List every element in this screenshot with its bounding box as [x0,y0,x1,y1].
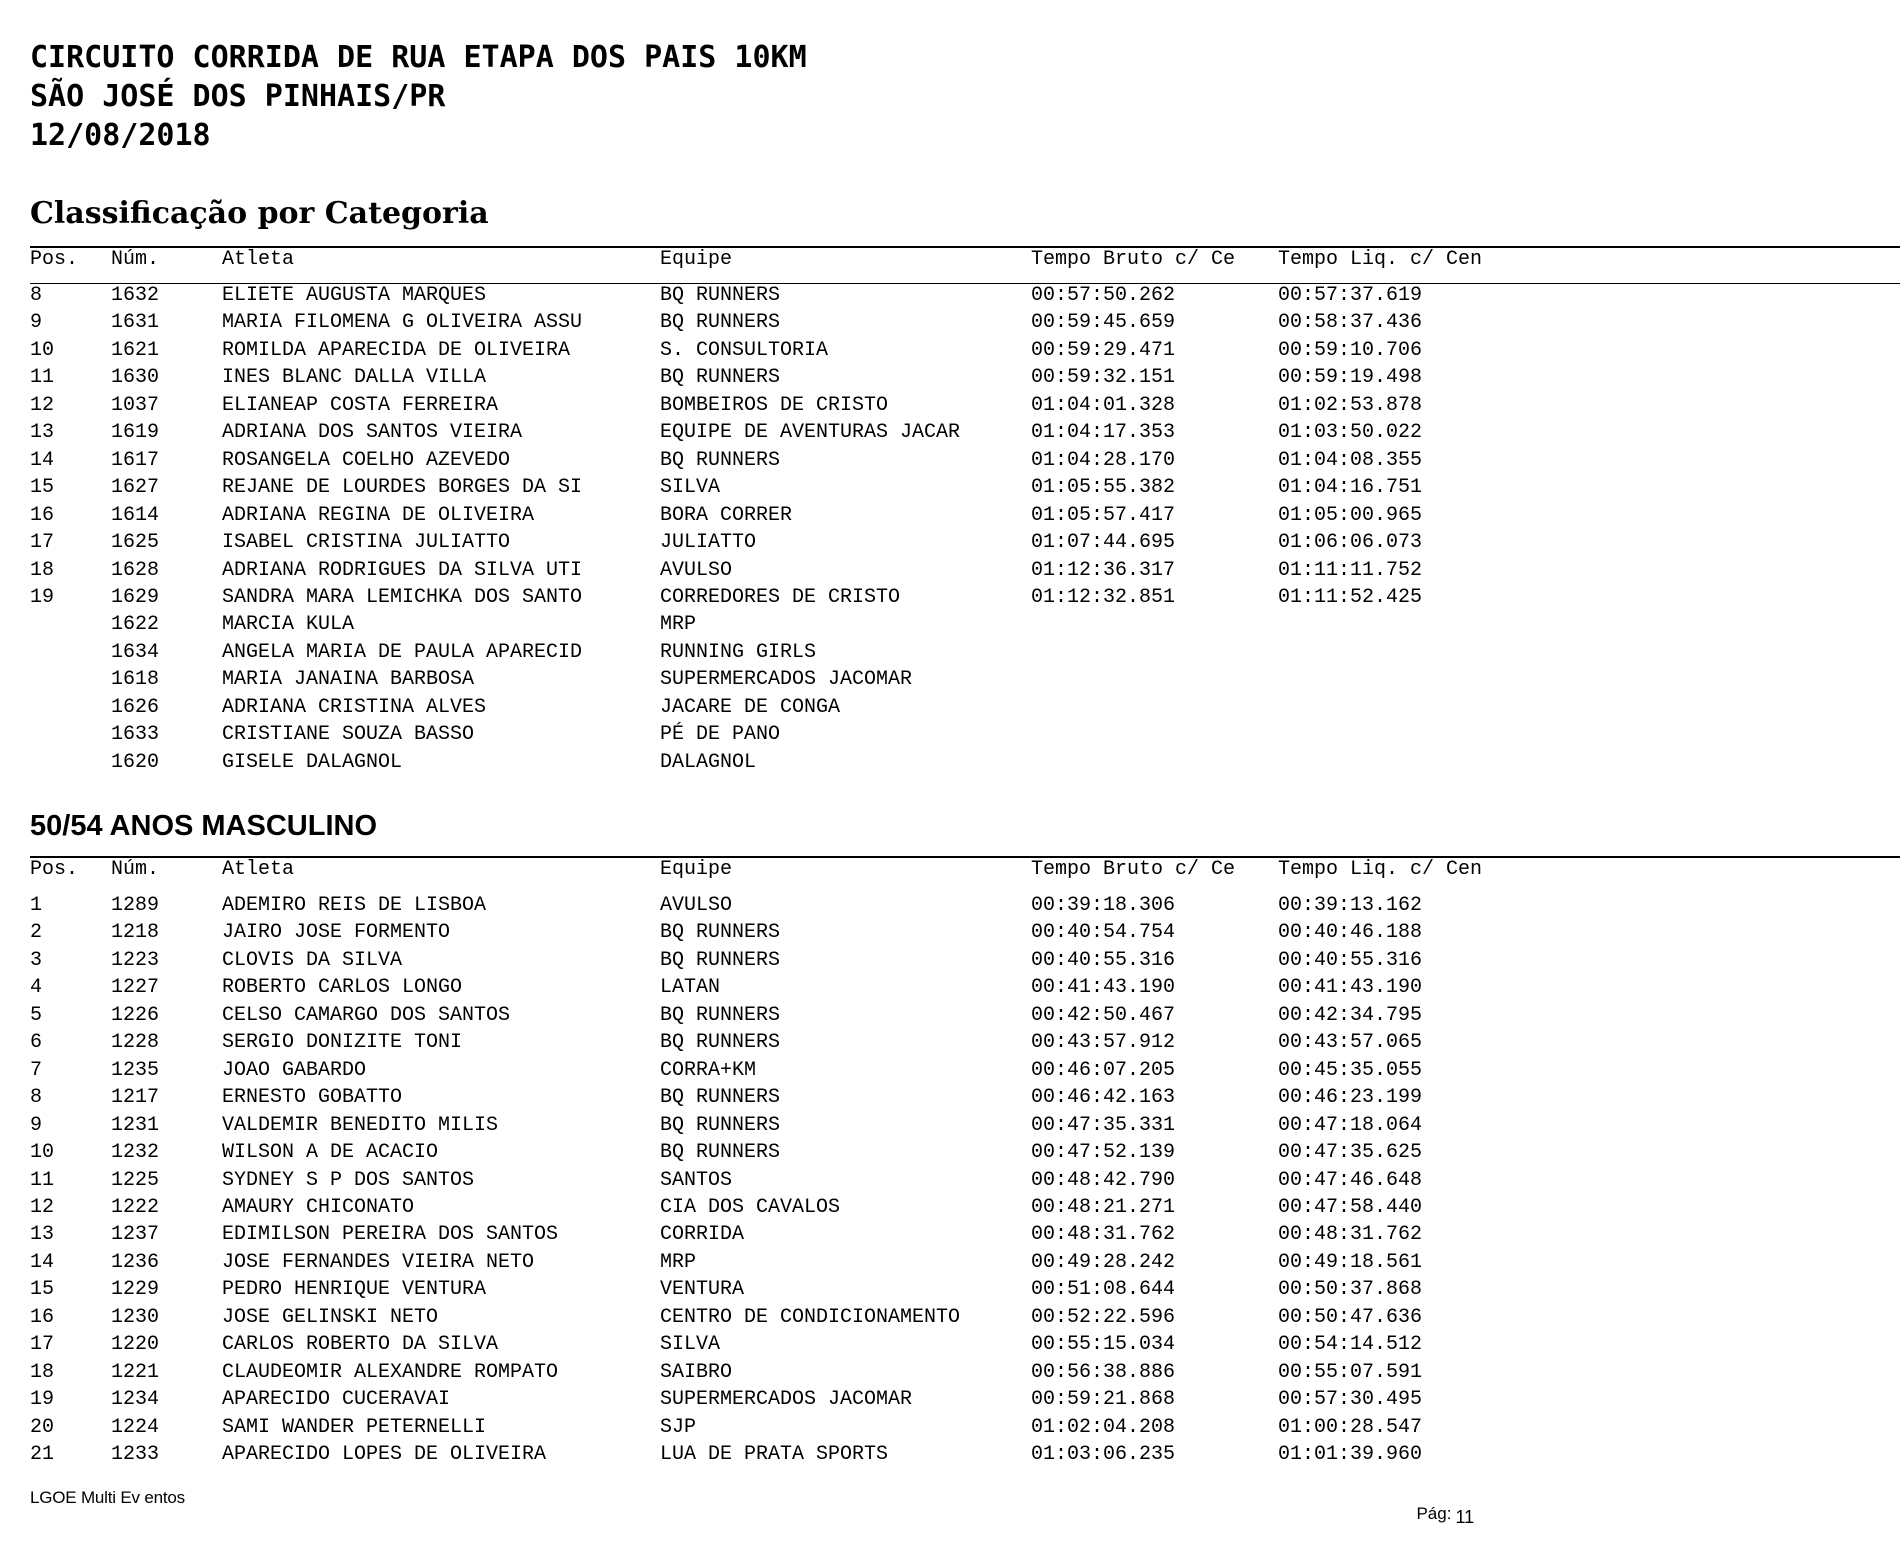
cell-atleta: AMAURY CHICONATO [222,1195,415,1219]
table-2-column-headers [0,856,1900,883]
cell-num: 1619 [111,421,160,445]
cell-equipe: BQ RUNNERS [660,1086,781,1110]
cell-atleta: ANGELA MARIA DE PAULA APARECID [222,640,583,664]
column-header-tempo-bruto: Tempo Bruto c/ Ce [1031,858,1236,881]
cell-equipe: CENTRO DE CONDICIONAMENTO [660,1305,961,1329]
column-header-num: Núm. [111,858,160,881]
cell-tempo-liq: 00:59:10.706 [1278,338,1423,362]
event-title: CIRCUITO CORRIDA DE RUA ETAPA DOS PAIS 10KM [30,40,807,75]
cell-num: 1226 [111,1003,160,1027]
cell-tempo-liq: 01:11:52.425 [1278,585,1423,609]
column-header-num: Núm. [111,248,160,271]
cell-atleta: CLOVIS DA SILVA [222,948,403,972]
cell-equipe: CORRIDA [660,1223,745,1247]
cell-pos: 10 [30,338,55,362]
table-row [0,1386,1900,1413]
cell-tempo-liq: 00:55:07.591 [1278,1360,1423,1384]
table-row [0,557,1900,584]
cell-tempo-bruto: 01:12:36.317 [1031,558,1176,582]
cell-tempo-liq: 01:01:39.960 [1278,1443,1423,1466]
cell-tempo-bruto: 00:52:22.596 [1031,1305,1176,1329]
cell-tempo-bruto: 00:51:08.644 [1031,1278,1176,1302]
cell-tempo-bruto: 00:55:15.034 [1031,1333,1176,1357]
cell-atleta: CELSO CAMARGO DOS SANTOS [222,1003,511,1027]
table-row [0,611,1900,638]
cell-pos: 3 [30,948,43,972]
cell-atleta: MARCIA KULA [222,613,355,637]
cell-tempo-liq: 00:45:35.055 [1278,1058,1423,1082]
cell-num: 1633 [111,723,160,747]
cell-num: 1631 [111,311,160,335]
cell-tempo-liq: 01:05:00.965 [1278,503,1423,527]
cell-pos: 17 [30,1333,55,1357]
cell-tempo-liq: 00:41:43.190 [1278,976,1423,1000]
table-row [0,1249,1900,1276]
footer-company: LGOE Multi Ev entos [30,1488,185,1507]
cell-atleta: GISELE DALAGNOL [222,750,403,774]
cell-tempo-bruto: 00:59:32.151 [1031,366,1176,390]
table-row [0,1002,1900,1029]
table-row [0,1112,1900,1139]
cell-num: 1627 [111,476,160,500]
page-label: Pág: [1416,1504,1452,1523]
cell-equipe: BQ RUNNERS [660,921,781,945]
cell-equipe: BQ RUNNERS [660,1003,781,1027]
cell-num: 1618 [111,668,160,692]
event-header [30,38,807,155]
cell-equipe: SANTOS [660,1168,733,1192]
cell-tempo-bruto: 01:05:55.382 [1031,476,1176,500]
cell-atleta: SANDRA MARA LEMICHKA DOS SANTO [222,585,583,609]
cell-tempo-bruto: 01:12:32.851 [1031,585,1176,609]
cell-equipe: AVULSO [660,894,733,917]
cell-equipe: MRP [660,1250,697,1274]
cell-pos: 19 [30,1388,55,1412]
table-row [0,584,1900,611]
cell-pos: 1 [30,894,43,917]
cell-equipe: LUA DE PRATA SPORTS [660,1443,889,1466]
cell-num: 1620 [111,750,160,774]
cell-num: 1217 [111,1086,160,1110]
cell-pos: 15 [30,1278,55,1302]
cell-equipe: S. CONSULTORIA [660,338,829,362]
table-row [0,364,1900,391]
table-row [0,282,1900,309]
cell-tempo-bruto: 00:48:42.790 [1031,1168,1176,1192]
cell-equipe: BQ RUNNERS [660,948,781,972]
table-row [0,529,1900,556]
cell-atleta: JOSE GELINSKI NETO [222,1305,439,1329]
cell-atleta: VALDEMIR BENEDITO MILIS [222,1113,499,1137]
column-header-atleta: Atleta [222,248,295,271]
column-header-equipe: Equipe [660,858,733,881]
column-header-tempo-bruto: Tempo Bruto c/ Ce [1031,248,1236,271]
table-row [0,1221,1900,1248]
category-title: 50/54 ANOS MASCULINO [30,810,377,842]
cell-tempo-bruto: 01:03:06.235 [1031,1443,1176,1466]
table-row [0,666,1900,693]
cell-num: 1630 [111,366,160,390]
cell-atleta: APARECIDO CUCERAVAI [222,1388,451,1412]
cell-num: 1223 [111,948,160,972]
cell-tempo-liq: 00:46:23.199 [1278,1086,1423,1110]
cell-atleta: SAMI WANDER PETERNELLI [222,1415,487,1439]
cell-atleta: ADEMIRO REIS DE LISBOA [222,894,487,917]
cell-tempo-bruto: 00:46:07.205 [1031,1058,1176,1082]
cell-tempo-bruto: 00:41:43.190 [1031,976,1176,1000]
cell-pos: 21 [30,1443,55,1466]
cell-pos: 13 [30,1223,55,1247]
cell-atleta: CARLOS ROBERTO DA SILVA [222,1333,499,1357]
cell-pos: 2 [30,921,43,945]
section-title: Classificação por Categoria [30,196,489,231]
table-row [0,1331,1900,1358]
cell-num: 1234 [111,1388,160,1412]
cell-atleta: JOSE FERNANDES VIEIRA NETO [222,1250,535,1274]
cell-tempo-bruto: 00:59:45.659 [1031,311,1176,335]
cell-tempo-bruto: 01:04:17.353 [1031,421,1176,445]
cell-tempo-liq: 00:40:46.188 [1278,921,1423,945]
cell-equipe: JULIATTO [660,531,757,555]
cell-pos: 11 [30,366,55,390]
cell-equipe: EQUIPE DE AVENTURAS JACAR [660,421,961,445]
footer-pagination [1407,1483,1475,1527]
table-row [0,892,1900,919]
cell-tempo-bruto: 00:59:21.868 [1031,1388,1176,1412]
cell-atleta: EDIMILSON PEREIRA DOS SANTOS [222,1223,559,1247]
table-row [0,1359,1900,1386]
cell-tempo-liq: 00:47:18.064 [1278,1113,1423,1137]
cell-equipe: MRP [660,613,697,637]
column-header-pos: Pos. [30,248,79,271]
cell-pos: 16 [30,503,55,527]
cell-num: 1232 [111,1141,160,1165]
cell-equipe: CIA DOS CAVALOS [660,1195,841,1219]
cell-equipe: RUNNING GIRLS [660,640,817,664]
cell-tempo-liq: 00:58:37.436 [1278,311,1423,335]
cell-tempo-bruto: 00:46:42.163 [1031,1086,1176,1110]
cell-atleta: CLAUDEOMIR ALEXANDRE ROMPATO [222,1360,559,1384]
table-row [0,1194,1900,1221]
cell-tempo-bruto: 00:40:54.754 [1031,921,1176,945]
event-date: 12/08/2018 [30,118,211,153]
cell-tempo-liq: 01:06:06.073 [1278,531,1423,555]
cell-tempo-liq: 00:57:30.495 [1278,1388,1423,1412]
cell-equipe: SILVA [660,1333,721,1357]
cell-tempo-liq: 00:40:55.316 [1278,948,1423,972]
cell-num: 1222 [111,1195,160,1219]
cell-num: 1233 [111,1443,160,1466]
table-row [0,1139,1900,1166]
table-row [0,419,1900,446]
cell-tempo-liq: 01:04:08.355 [1278,448,1423,472]
cell-tempo-liq: 00:42:34.795 [1278,1003,1423,1027]
cell-pos: 15 [30,476,55,500]
cell-num: 1626 [111,695,160,719]
cell-pos: 9 [30,311,43,335]
cell-pos: 8 [30,1086,43,1110]
cell-atleta: CRISTIANE SOUZA BASSO [222,723,475,747]
cell-num: 1235 [111,1058,160,1082]
table-row [0,392,1900,419]
cell-num: 1625 [111,531,160,555]
cell-tempo-bruto: 00:57:50.262 [1031,284,1176,307]
table-row [0,749,1900,776]
cell-equipe: PÉ DE PANO [660,723,781,747]
cell-atleta: SERGIO DONIZITE TONI [222,1031,463,1055]
cell-tempo-bruto: 01:04:28.170 [1031,448,1176,472]
column-header-tempo-liq: Tempo Liq. c/ Cen [1278,858,1483,881]
cell-tempo-bruto: 00:48:21.271 [1031,1195,1176,1219]
cell-equipe: SUPERMERCADOS JACOMAR [660,1388,913,1412]
cell-num: 1289 [111,894,160,917]
cell-tempo-liq: 00:50:47.636 [1278,1305,1423,1329]
cell-atleta: ROMILDA APARECIDA DE OLIVEIRA [222,338,571,362]
cell-atleta: ISABEL CRISTINA JULIATTO [222,531,511,555]
cell-equipe: BQ RUNNERS [660,1031,781,1055]
cell-num: 1224 [111,1415,160,1439]
cell-num: 1230 [111,1305,160,1329]
cell-pos: 16 [30,1305,55,1329]
cell-atleta: WILSON A DE ACACIO [222,1141,439,1165]
cell-atleta: ELIETE AUGUSTA MARQUES [222,284,487,307]
cell-num: 1228 [111,1031,160,1055]
cell-tempo-liq: 00:59:19.498 [1278,366,1423,390]
cell-num: 1225 [111,1168,160,1192]
cell-tempo-liq: 00:48:31.762 [1278,1223,1423,1247]
table-row [0,1029,1900,1056]
cell-tempo-bruto: 00:56:38.886 [1031,1360,1176,1384]
cell-tempo-liq: 00:47:46.648 [1278,1168,1423,1192]
table-row [0,502,1900,529]
cell-pos: 18 [30,558,55,582]
cell-pos: 18 [30,1360,55,1384]
cell-pos: 12 [30,1195,55,1219]
cell-tempo-liq: 00:49:18.561 [1278,1250,1423,1274]
cell-tempo-liq: 00:47:58.440 [1278,1195,1423,1219]
table-row [0,919,1900,946]
cell-tempo-bruto: 00:47:35.331 [1031,1113,1176,1137]
cell-pos: 13 [30,421,55,445]
cell-atleta: JOAO GABARDO [222,1058,367,1082]
cell-pos: 7 [30,1058,43,1082]
column-header-tempo-liq: Tempo Liq. c/ Cen [1278,248,1483,271]
table-row [0,974,1900,1001]
cell-equipe: BQ RUNNERS [660,448,781,472]
cell-tempo-liq: 01:04:16.751 [1278,476,1423,500]
cell-tempo-bruto: 00:48:31.762 [1031,1223,1176,1247]
cell-tempo-bruto: 01:07:44.695 [1031,531,1176,555]
cell-equipe: BQ RUNNERS [660,311,781,335]
cell-pos: 14 [30,1250,55,1274]
cell-tempo-liq: 00:47:35.625 [1278,1141,1423,1165]
cell-tempo-bruto: 00:39:18.306 [1031,894,1176,917]
table-row [0,1084,1900,1111]
cell-atleta: ADRIANA RODRIGUES DA SILVA UTI [222,558,583,582]
cell-atleta: ELIANEAP COSTA FERREIRA [222,393,499,417]
cell-num: 1037 [111,393,160,417]
cell-tempo-liq: 00:39:13.162 [1278,894,1423,917]
table-row [0,639,1900,666]
cell-atleta: INES BLANC DALLA VILLA [222,366,487,390]
cell-tempo-liq: 01:03:50.022 [1278,421,1423,445]
cell-equipe: SILVA [660,476,721,500]
cell-equipe: SJP [660,1415,697,1439]
cell-equipe: BQ RUNNERS [660,1113,781,1137]
table-row [0,337,1900,364]
cell-pos: 5 [30,1003,43,1027]
cell-equipe: BQ RUNNERS [660,1141,781,1165]
column-header-atleta: Atleta [222,858,295,881]
cell-num: 1622 [111,613,160,637]
table-row [0,474,1900,501]
table-row [0,1167,1900,1194]
cell-tempo-liq: 00:50:37.868 [1278,1278,1423,1302]
cell-num: 1614 [111,503,160,527]
cell-num: 1221 [111,1360,160,1384]
cell-atleta: PEDRO HENRIQUE VENTURA [222,1278,487,1302]
cell-tempo-bruto: 01:02:04.208 [1031,1415,1176,1439]
cell-num: 1634 [111,640,160,664]
cell-atleta: MARIA FILOMENA G OLIVEIRA ASSU [222,311,583,335]
cell-num: 1632 [111,284,160,307]
cell-equipe: DALAGNOL [660,750,757,774]
table-row [0,1057,1900,1084]
cell-pos: 20 [30,1415,55,1439]
cell-atleta: ADRIANA CRISTINA ALVES [222,695,487,719]
cell-atleta: ROSANGELA COELHO AZEVEDO [222,448,511,472]
cell-atleta: JAIRO JOSE FORMENTO [222,921,451,945]
cell-atleta: ADRIANA REGINA DE OLIVEIRA [222,503,535,527]
cell-tempo-bruto: 00:40:55.316 [1031,948,1176,972]
cell-atleta: ADRIANA DOS SANTOS VIEIRA [222,421,523,445]
cell-equipe: CORRA+KM [660,1058,757,1082]
cell-pos: 14 [30,448,55,472]
cell-tempo-bruto: 00:43:57.912 [1031,1031,1176,1055]
cell-num: 1227 [111,976,160,1000]
cell-tempo-bruto: 01:04:01.328 [1031,393,1176,417]
cell-atleta: ROBERTO CARLOS LONGO [222,976,463,1000]
table-row [0,1414,1900,1441]
table-row [0,721,1900,748]
cell-tempo-liq: 01:11:11.752 [1278,558,1423,582]
cell-atleta: MARIA JANAINA BARBOSA [222,668,475,692]
cell-atleta: REJANE DE LOURDES BORGES DA SI [222,476,583,500]
cell-num: 1629 [111,585,160,609]
cell-equipe: CORREDORES DE CRISTO [660,585,901,609]
cell-num: 1236 [111,1250,160,1274]
cell-tempo-liq: 00:43:57.065 [1278,1031,1423,1055]
table-row [0,947,1900,974]
table-row [0,694,1900,721]
cell-pos: 17 [30,531,55,555]
cell-tempo-bruto: 00:49:28.242 [1031,1250,1176,1274]
page-number: 11 [1455,1507,1475,1527]
cell-num: 1237 [111,1223,160,1247]
cell-equipe: JACARE DE CONGA [660,695,841,719]
cell-num: 1617 [111,448,160,472]
cell-num: 1621 [111,338,160,362]
cell-equipe: BOMBEIROS DE CRISTO [660,393,889,417]
cell-num: 1220 [111,1333,160,1357]
column-header-pos: Pos. [30,858,79,881]
cell-pos: 8 [30,284,43,307]
cell-num: 1231 [111,1113,160,1137]
cell-equipe: SAIBRO [660,1360,733,1384]
cell-equipe: BORA CORRER [660,503,793,527]
cell-tempo-bruto: 00:42:50.467 [1031,1003,1176,1027]
cell-equipe: AVULSO [660,558,733,582]
cell-pos: 19 [30,585,55,609]
table-row [0,1304,1900,1331]
cell-equipe: SUPERMERCADOS JACOMAR [660,668,913,692]
cell-pos: 4 [30,976,43,1000]
cell-tempo-bruto: 00:47:52.139 [1031,1141,1176,1165]
cell-atleta: SYDNEY S P DOS SANTOS [222,1168,475,1192]
cell-num: 1229 [111,1278,160,1302]
table-row [0,309,1900,336]
table-row [0,1276,1900,1303]
cell-tempo-bruto: 00:59:29.471 [1031,338,1176,362]
cell-pos: 12 [30,393,55,417]
table-1-column-headers [0,246,1900,273]
table-row [0,447,1900,474]
cell-equipe: LATAN [660,976,721,1000]
cell-equipe: VENTURA [660,1278,745,1302]
cell-pos: 9 [30,1113,43,1137]
cell-tempo-liq: 00:54:14.512 [1278,1333,1423,1357]
cell-tempo-bruto: 01:05:57.417 [1031,503,1176,527]
table-row [0,1441,1900,1468]
cell-num: 1218 [111,921,160,945]
cell-pos: 6 [30,1031,43,1055]
column-header-equipe: Equipe [660,248,733,271]
cell-tempo-liq: 01:02:53.878 [1278,393,1423,417]
cell-tempo-liq: 01:00:28.547 [1278,1415,1423,1439]
cell-atleta: ERNESTO GOBATTO [222,1086,403,1110]
event-location: SÃO JOSÉ DOS PINHAIS/PR [30,79,446,114]
cell-pos: 11 [30,1168,55,1192]
cell-equipe: BQ RUNNERS [660,366,781,390]
cell-num: 1628 [111,558,160,582]
cell-pos: 10 [30,1141,55,1165]
cell-tempo-liq: 00:57:37.619 [1278,284,1423,307]
cell-atleta: APARECIDO LOPES DE OLIVEIRA [222,1443,547,1466]
cell-equipe: BQ RUNNERS [660,284,781,307]
